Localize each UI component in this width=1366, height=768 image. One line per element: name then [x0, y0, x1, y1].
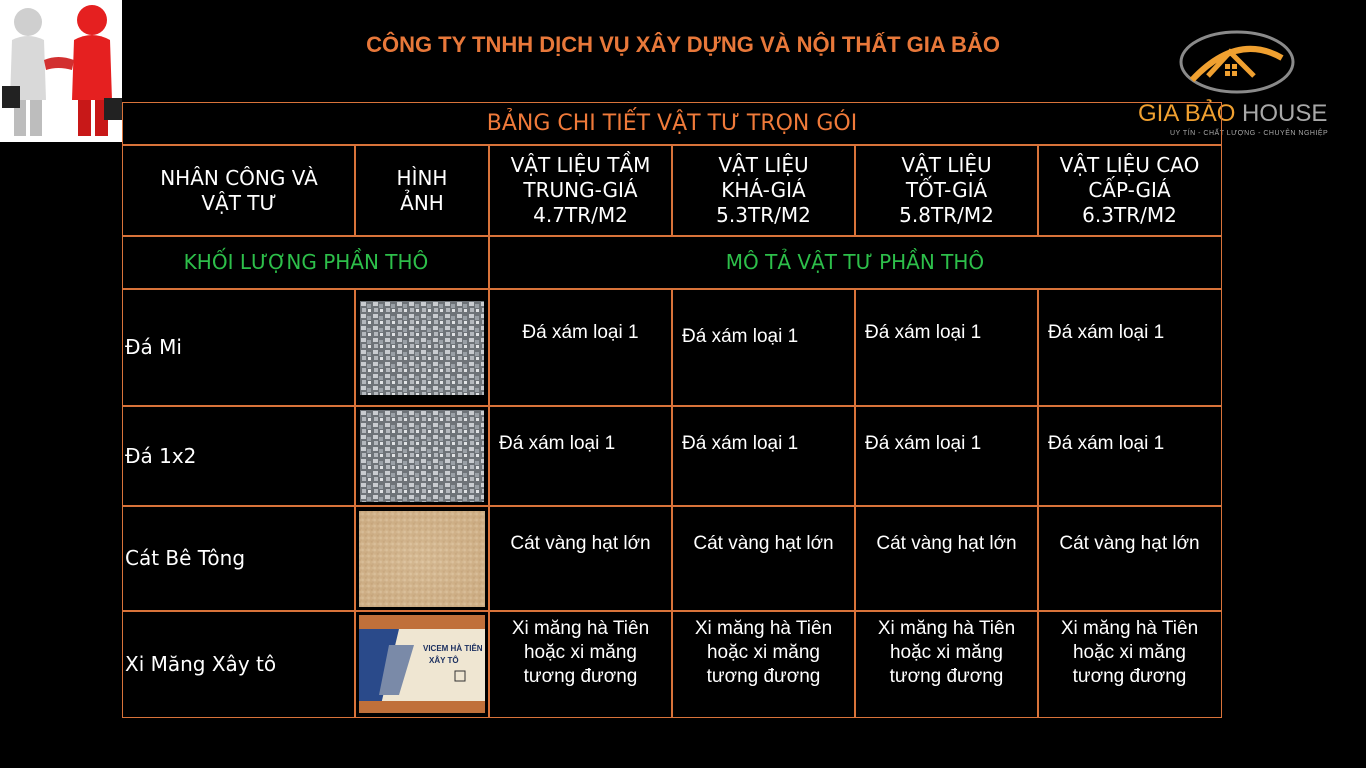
cell-cat-mid: Cát vàng hạt lớn — [488, 505, 673, 612]
cement-product-text: XÂY TÔ — [429, 656, 459, 665]
row-name-da-mi: Đá Mi — [122, 288, 356, 407]
cell-xi-mang-fair: Xi măng hà Tiên hoặc xi măng tương đương — [671, 610, 856, 718]
table-caption: BẢNG CHI TIẾT VẬT TƯ TRỌN GÓI — [122, 102, 1222, 146]
cement-bag-image — [359, 615, 485, 713]
header-tier-premium: VẬT LIỆU CAO CẤP-GIÁ 6.3TR/M2 — [1037, 144, 1222, 237]
cell-cat-premium: Cát vàng hạt lớn — [1037, 505, 1222, 612]
image-cell — [354, 405, 490, 507]
cell-da-mi-fair: Đá xám loại 1 — [671, 288, 856, 407]
cell-xi-mang-premium: Xi măng hà Tiên hoặc xi măng tương đương — [1037, 610, 1222, 718]
cell-xi-mang-mid: Xi măng hà Tiên hoặc xi măng tương đương — [488, 610, 673, 718]
section-rough-quantity: KHỐI LƯỢNG PHẦN THÔ — [122, 235, 490, 290]
row-name-da-1x2: Đá 1x2 — [122, 405, 356, 507]
logo-text: GIA BẢO HOUSE — [1138, 100, 1328, 127]
section-rough-description: MÔ TẢ VẬT TƯ PHẦN THÔ — [488, 235, 1222, 290]
cement-brand-text: VICEM HÀ TIÊN — [423, 644, 483, 653]
company-title: CÔNG TY TNHH DỊCH VỤ XÂY DỰNG VÀ NỘI THẤT GIA BẢO — [366, 32, 1000, 57]
header-tier-good: VẬT LIỆU TỐT-GIÁ 5.8TR/M2 — [854, 144, 1039, 237]
cell-da-mi-mid: Đá xám loại 1 — [488, 288, 673, 407]
cell-da-mi-good: Đá xám loại 1 — [854, 288, 1039, 407]
image-cell — [354, 288, 490, 407]
cell-da-1x2-fair: Đá xám loại 1 — [671, 405, 856, 507]
image-cell — [354, 610, 490, 718]
cell-cat-fair: Cát vàng hạt lớn — [671, 505, 856, 612]
cell-da-1x2-good: Đá xám loại 1 — [854, 405, 1039, 507]
cell-da-1x2-mid: Đá xám loại 1 — [488, 405, 673, 507]
handshake-illustration — [0, 0, 122, 142]
cell-da-mi-premium: Đá xám loại 1 — [1037, 288, 1222, 407]
cell-xi-mang-good: Xi măng hà Tiên hoặc xi măng tương đương — [854, 610, 1039, 718]
logo-tagline: UY TÍN - CHẤT LƯỢNG - CHUYÊN NGHIỆP — [1170, 130, 1329, 137]
sand-image — [359, 511, 485, 607]
image-cell — [354, 505, 490, 612]
row-name-cat-be-tong: Cát Bê Tông — [122, 505, 356, 612]
row-name-xi-mang: Xi Măng Xây tô — [122, 610, 356, 718]
cell-cat-good: Cát vàng hạt lớn — [854, 505, 1039, 612]
header-tier-fair: VẬT LIỆU KHÁ-GIÁ 5.3TR/M2 — [671, 144, 856, 237]
header-image: HÌNH ẢNH — [354, 144, 490, 237]
gravel-image — [360, 301, 484, 395]
gravel-image — [360, 410, 484, 502]
materials-table — [122, 102, 1222, 718]
cell-da-1x2-premium: Đá xám loại 1 — [1037, 405, 1222, 507]
header-labor-materials: NHÂN CÔNG VÀ VẬT TƯ — [122, 144, 356, 237]
header-tier-mid: VẬT LIỆU TẦM TRUNG-GIÁ 4.7TR/M2 — [488, 144, 673, 237]
